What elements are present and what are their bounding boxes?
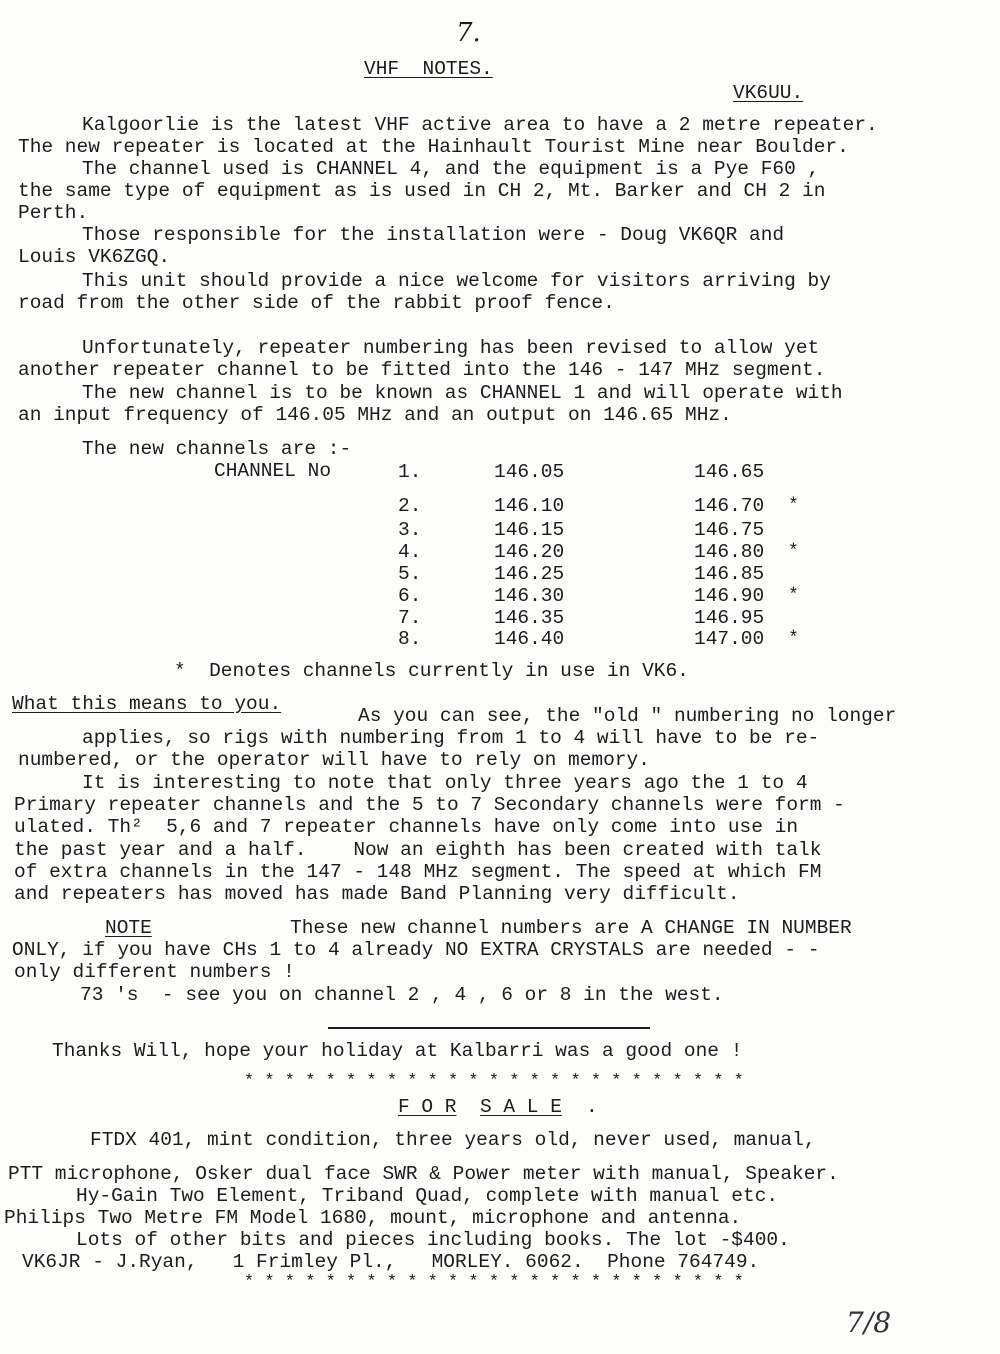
- channel-input: 146.05: [494, 461, 565, 483]
- channel-number: 7.: [398, 607, 422, 629]
- note-line: only different numbers !: [14, 961, 295, 983]
- thanks-line: Thanks Will, hope your holiday at Kalbarri was a good one !: [52, 1040, 743, 1062]
- para1-line: Louis VK6ZGQ.: [18, 246, 171, 268]
- means-line: It is interesting to note that only three years ago the 1 to 4: [82, 772, 808, 794]
- corner-handwritten-mark: 7/8: [846, 1306, 892, 1339]
- para2-line: an input frequency of 146.05 MHz and an output on 146.65 MHz.: [18, 404, 732, 426]
- channel-input: 146.40: [494, 628, 565, 650]
- note-label: NOTE: [105, 917, 152, 939]
- means-line: of extra channels in the 147 - 148 MHz segment. The speed at which FM: [14, 861, 822, 883]
- para1-line: Perth.: [18, 202, 89, 224]
- section-divider: [328, 1027, 650, 1029]
- channel-output: 146.95: [694, 607, 765, 629]
- for-sale-heading-dot: .: [586, 1096, 598, 1118]
- channel-output: 146.90: [694, 585, 765, 607]
- footnote: * Denotes channels currently in use in VK6.: [174, 660, 689, 682]
- for-sale-heading-word1: F O R: [398, 1096, 457, 1118]
- star-divider: * * * * * * * * * * * * * * * * * * * * * * * * *: [244, 1072, 744, 1091]
- channel-number: 8.: [398, 628, 422, 650]
- note-line: These new channel numbers are A CHANGE IN NUMBER: [290, 917, 852, 939]
- para1-line: Kalgoorlie is the latest VHF active area to have a 2 metre repeater.: [82, 114, 878, 136]
- para2-line: The new channel is to be known as CHANNEL 1 and will operate with: [82, 382, 843, 404]
- channel-output: 146.80: [694, 541, 765, 563]
- channels-label: CHANNEL No: [214, 460, 332, 482]
- channel-output: 146.85: [694, 563, 765, 585]
- star-divider: * * * * * * * * * * * * * * * * * * * * * * * * *: [244, 1273, 744, 1292]
- author-callsign: VK6UU.: [733, 82, 804, 104]
- means-line: applies, so rigs with numbering from 1 to 4 will have to be re-: [82, 727, 820, 749]
- channel-input: 146.20: [494, 541, 565, 563]
- section-heading-means: What this means to you.: [12, 693, 282, 715]
- for-sale-heading-word2: S A L E: [480, 1096, 562, 1118]
- para2-line: Unfortunately, repeater numbering has been revised to allow yet: [82, 337, 820, 359]
- channel-number: 2.: [398, 495, 422, 517]
- channel-output: 146.65: [694, 461, 765, 483]
- note-line: ONLY, if you have CHs 1 to 4 already NO EXTRA CRYSTALS are needed - -: [12, 939, 820, 961]
- means-line: the past year and a half. Now an eighth has been created with talk: [14, 839, 822, 861]
- means-line: ulated. Th² 5,6 and 7 repeater channels have only come into use in: [14, 816, 799, 838]
- in-use-marker: *: [788, 542, 799, 562]
- channel-input: 146.35: [494, 607, 565, 629]
- sale-line: FTDX 401, mint condition, three years old, never used, manual,: [90, 1129, 816, 1151]
- sale-line: Philips Two Metre FM Model 1680, mount, microphone and antenna.: [4, 1207, 742, 1229]
- channel-number: 3.: [398, 519, 422, 541]
- in-use-marker: *: [788, 496, 799, 516]
- page-title: VHF NOTES.: [364, 58, 493, 80]
- means-line: Primary repeater channels and the 5 to 7 Secondary channels were form -: [14, 794, 845, 816]
- para1-line: Those responsible for the installation were - Doug VK6QR and: [82, 224, 785, 246]
- para1-line: This unit should provide a nice welcome for visitors arriving by: [82, 270, 831, 292]
- means-line: numbered, or the operator will have to rely on memory.: [18, 749, 650, 771]
- para1-line: road from the other side of the rabbit proof fence.: [18, 292, 615, 314]
- channel-number: 5.: [398, 563, 422, 585]
- sale-line: PTT microphone, Osker dual face SWR & Power meter with manual, Speaker.: [8, 1163, 839, 1185]
- sale-line: Lots of other bits and pieces including books. The lot -$400.: [76, 1229, 790, 1251]
- page-number: 7.: [456, 18, 481, 48]
- sale-line: VK6JR - J.Ryan, 1 Frimley Pl., MORLEY. 6062. Phone 764749.: [22, 1251, 760, 1273]
- channel-output: 146.70: [694, 495, 765, 517]
- channel-input: 146.15: [494, 519, 565, 541]
- channel-output: 147.00: [694, 628, 765, 650]
- para1-line: The new repeater is located at the Hainhault Tourist Mine near Boulder.: [18, 136, 849, 158]
- note-line: 73 's - see you on channel 2 , 4 , 6 or 8 in the west.: [80, 984, 724, 1006]
- sale-line: Hy-Gain Two Element, Triband Quad, complete with manual etc.: [76, 1185, 779, 1207]
- channels-intro: The new channels are :-: [82, 438, 352, 460]
- para1-line: the same type of equipment as is used in CH 2, Mt. Barker and CH 2 in: [18, 180, 826, 202]
- channel-input: 146.30: [494, 585, 565, 607]
- in-use-marker: *: [788, 629, 799, 649]
- channel-number: 6.: [398, 585, 422, 607]
- means-line: and repeaters has moved has made Band Planning very difficult.: [14, 883, 740, 905]
- para2-line: another repeater channel to be fitted into the 146 - 147 MHz segment.: [18, 359, 826, 381]
- in-use-marker: *: [788, 586, 799, 606]
- channel-input: 146.25: [494, 563, 565, 585]
- channel-number: 4.: [398, 541, 422, 563]
- channel-number: 1.: [398, 461, 422, 483]
- para1-line: The channel used is CHANNEL 4, and the equipment is a Pye F60 ,: [82, 158, 820, 180]
- channel-output: 146.75: [694, 519, 765, 541]
- channel-input: 146.10: [494, 495, 565, 517]
- means-line: As you can see, the "old " numbering no longer: [358, 705, 897, 727]
